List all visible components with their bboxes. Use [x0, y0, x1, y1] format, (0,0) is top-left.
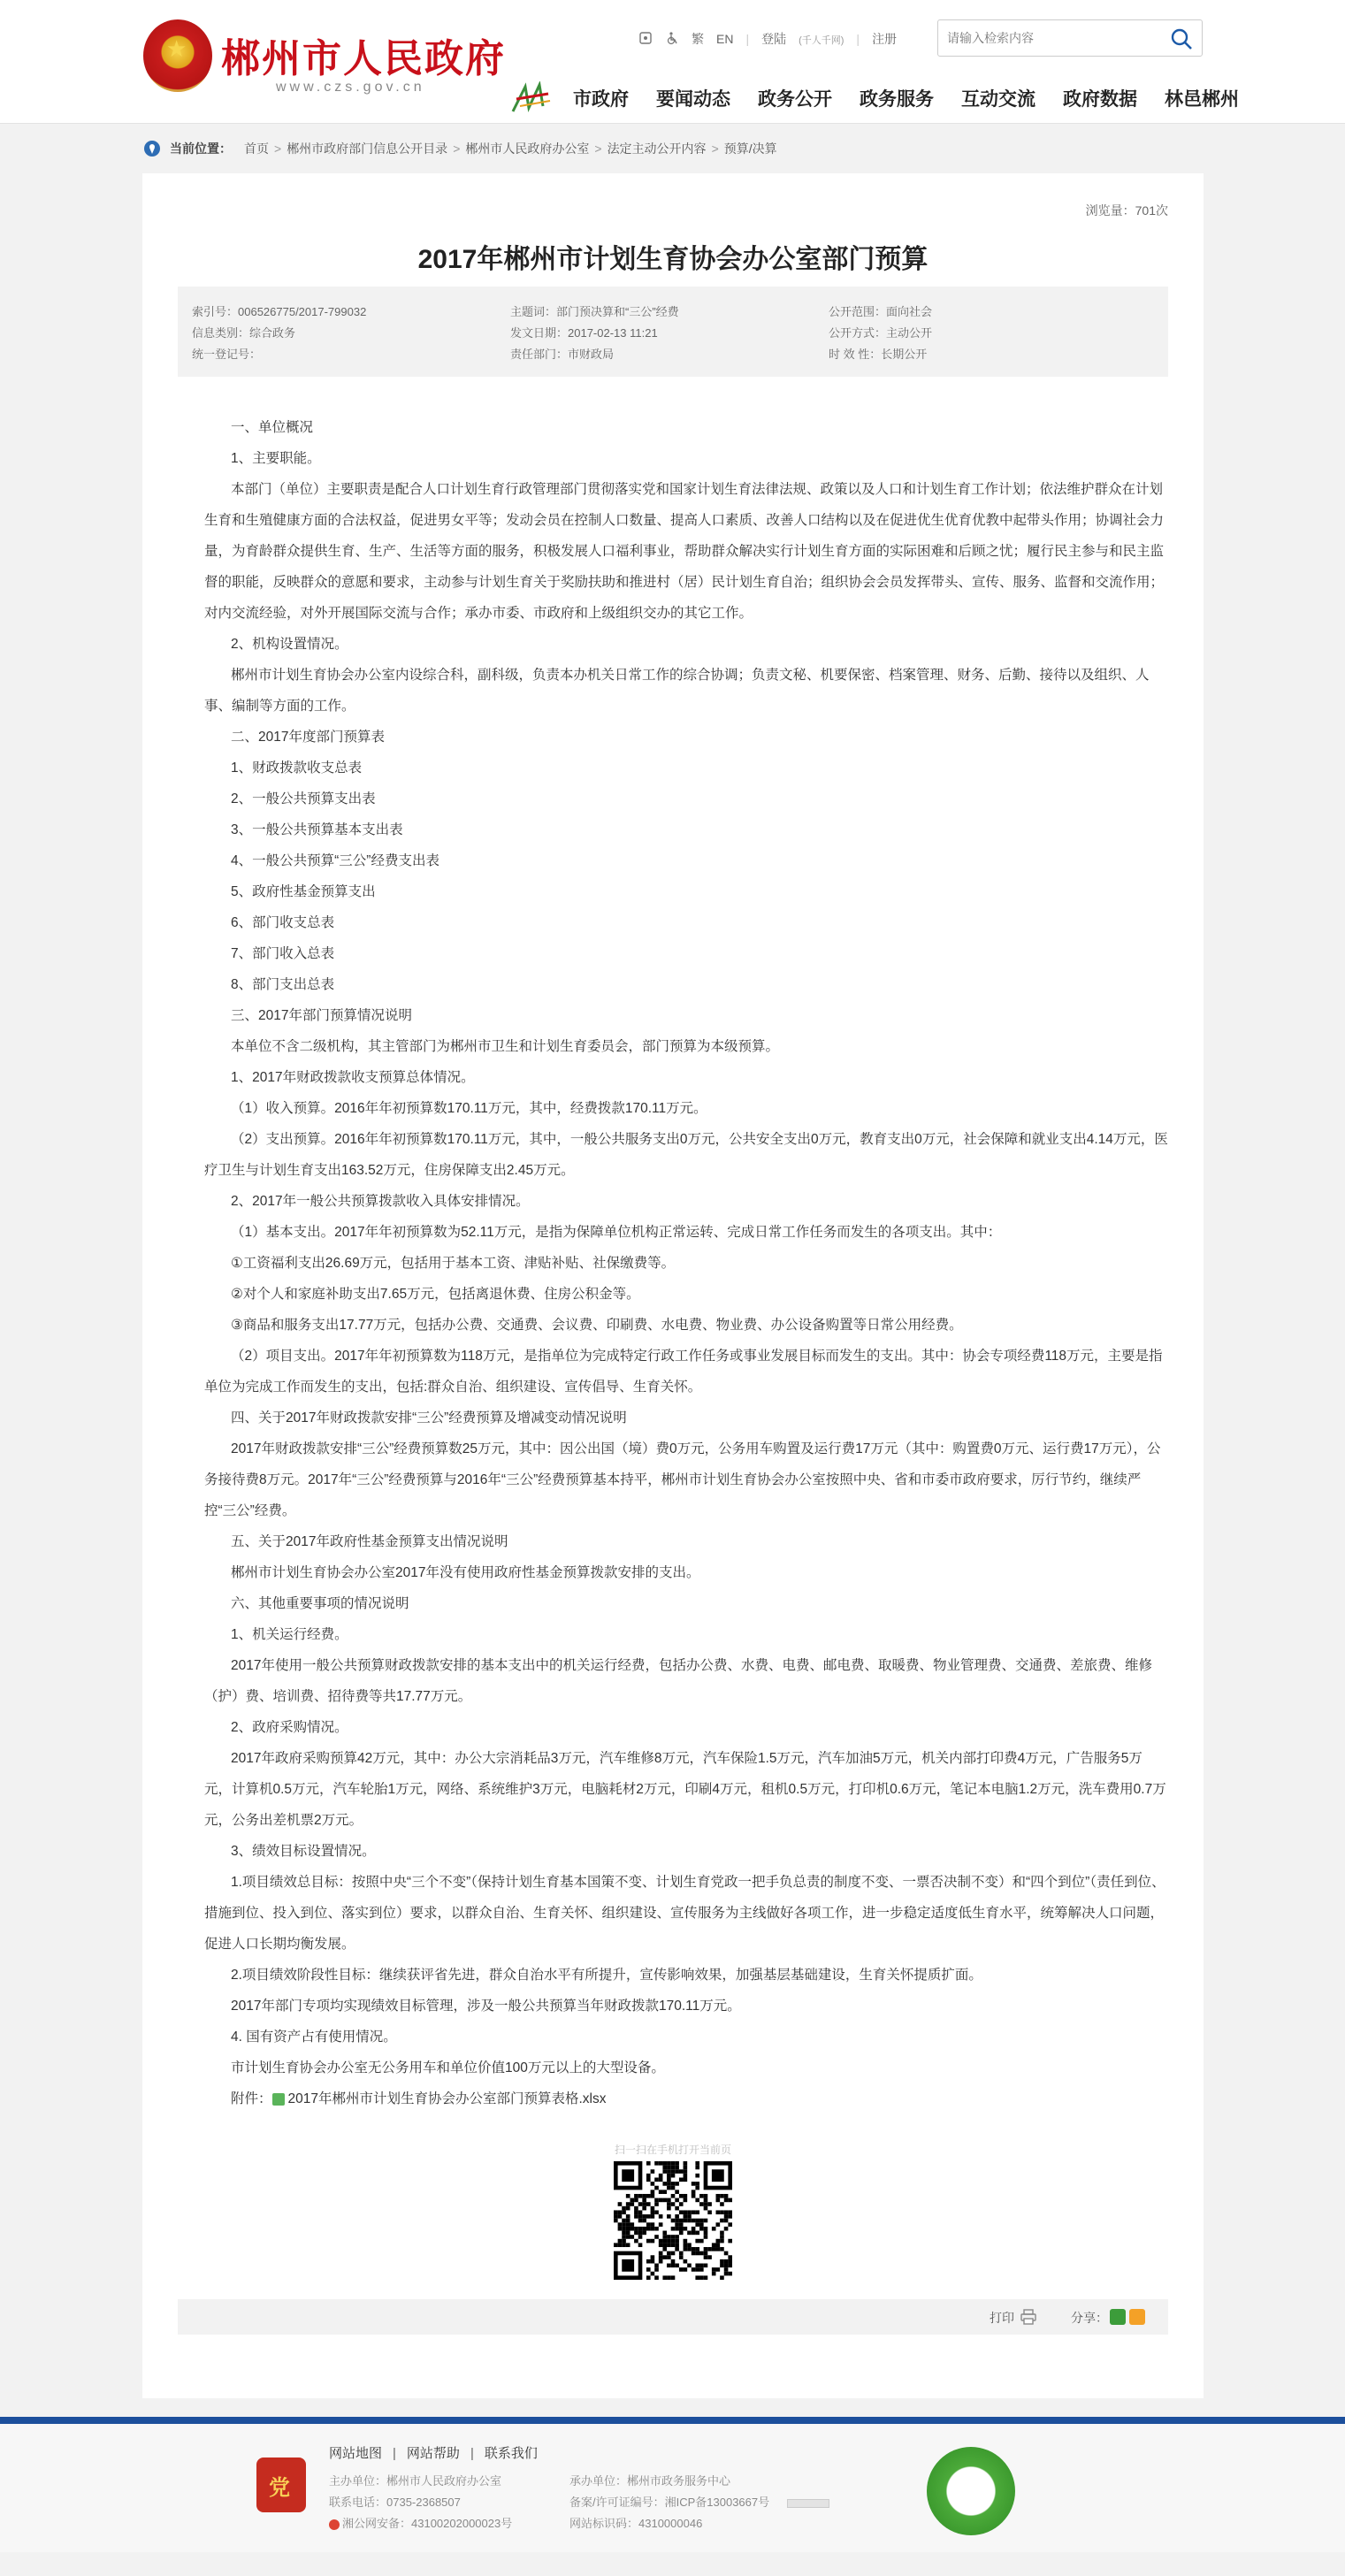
article-paragraph: 一、单位概况: [231, 420, 314, 435]
footer-organizer: 承办单位：郴州市政务服务中心: [569, 2474, 731, 2488]
footer-links: [329, 2443, 538, 2462]
article-paragraph: ①工资福利支出26.69万元，包括用于基本工资、津贴补贴、社保缴费等。: [231, 1256, 676, 1271]
article-paragraph: 本单位不含二级机构，其主管部门为郴州市卫生和计划生育委员会，部门预算为本级预算。: [231, 1039, 780, 1054]
article-paragraph: 三、2017年部门预算情况说明: [231, 1008, 412, 1023]
bottom-strip: [0, 2552, 1345, 2576]
footer-contact: 联系电话：0735-2368507: [329, 2496, 461, 2509]
article-paragraph: 1、机关运行经费。: [231, 1627, 348, 1642]
footer-police[interactable]: [329, 2514, 512, 2531]
meta-method: 公开方式：主动公开: [829, 326, 933, 340]
accessibility-icon[interactable]: [638, 31, 653, 48]
breadcrumb-separator: >: [453, 141, 461, 156]
meta-validity: 时 效 性：长期公开: [829, 348, 928, 361]
article-paragraph: 3、一般公共预算基本支出表: [231, 822, 403, 837]
article-paragraph: 2、一般公共预算支出表: [231, 791, 376, 806]
nav-item-gov-data[interactable]: 政府数据: [1063, 89, 1137, 110]
location-icon: [143, 140, 161, 157]
site-header: [0, 0, 1345, 124]
meta-unified-no: 统一登记号：: [192, 348, 262, 361]
login-label: 登陆: [761, 32, 787, 46]
national-emblem-icon[interactable]: [143, 19, 212, 92]
article-paragraph: 4. 国有资产占有使用情况。: [231, 2029, 397, 2045]
nav-item-city-government[interactable]: 市政府: [573, 89, 629, 110]
view-count: 浏览量：701次: [1085, 203, 1168, 218]
meta-index-no: 索引号：006526775/2017-799032: [192, 305, 367, 318]
meta-category: 信息类别：综合政务: [192, 326, 296, 340]
article-paragraph: （2）支出预算。2016年年初预算数170.11万元，其中，一般公共服务支出0万元，公共安全支出0万元，教育支出0万元，社会保障和就业支出4.14万元，医疗卫生与计划生育支出163.52万元，住房保障支出2.45万元。: [204, 1132, 1168, 1178]
article-paragraph: 市计划生育协会办公室无公务用车和单位价值100万元以上的大型设备。: [231, 2060, 665, 2075]
police-badge-icon: [329, 2519, 340, 2530]
article-paragraph: 2017年政府采购预算42万元，其中：办公大宗消耗品3万元，汽车维修8万元，汽车保险1.5万元，汽车加油5万元，机关内部打印费4万元，广告服务5万元，计算机0.5万元，汽车轮胎1万元，网络、系统维护3万元，电脑耗材2万元，印刷4万元，租机0.5万元，打印机0.6万元，笔记本电脑1.2万元，洗车费用0.7万元，公务出差机票2万元。: [204, 1751, 1166, 1828]
article-meta: [178, 287, 1168, 377]
article-container: [142, 173, 1204, 2398]
share-bar: [178, 2299, 1168, 2335]
article-paragraph: 6、部门收支总表: [231, 915, 335, 930]
footer-police-label: 湘公网安备：43100202000023号: [342, 2517, 513, 2530]
weibo-share-icon[interactable]: [1129, 2309, 1145, 2325]
search-icon[interactable]: [1170, 27, 1193, 50]
register-link[interactable]: 注册: [872, 32, 898, 46]
login-note: (千人千网): [799, 35, 844, 46]
breadcrumb: [143, 140, 777, 157]
meta-topic: 主题词：部门预决算和“三公”经费: [510, 305, 679, 318]
qr-code: [614, 2161, 732, 2280]
site-title[interactable]: 郴州市人民政府: [221, 36, 506, 81]
article-paragraph: 郴州市计划生育协会办公室内设综合科，副科级，负责本办机关日常工作的综合协调；负责文秘、机要保密、档案管理、财务、后勤、接待以及组织、人事、编制等方面的工作。: [204, 668, 1150, 714]
wheelchair-icon[interactable]: [665, 31, 679, 48]
nav-item-news[interactable]: 要闻动态: [656, 89, 730, 110]
article-paragraph: 2017年财政拨款安排“三公”经费预算数25万元，其中：因公出国（境）费0万元，公务用车购置及运行费17万元（其中：购置费0万元、运行费17万元），公务接待费8万元。2017年“三公”经费预算与2016年“三公”经费预算基本持平，郴州市计划生育协会办公室按照中央、省和市委市政府要求，厉行节约，继续严控“三公”经费。: [204, 1441, 1161, 1518]
footer-link-contact[interactable]: 联系我们: [484, 2446, 538, 2461]
meta-dept: 责任部门：市财政局: [510, 348, 615, 361]
gov-website-error-correction-icon[interactable]: [927, 2447, 1015, 2535]
printer-icon[interactable]: [1020, 2308, 1037, 2326]
divider: |: [856, 32, 860, 46]
site-footer: [0, 2424, 1345, 2552]
breadcrumb-item-office[interactable]: 郴州市人民政府办公室: [465, 141, 590, 156]
nav-item-gov-affairs-open[interactable]: 政务公开: [758, 89, 832, 110]
article-paragraph: 1.项目绩效总目标：按照中央“三个不变”（保持计划生育基本国策不变、计划生育党政一把手负总责的制度不变、一票否决制不变）和“四个到位”（责任到位、措施到位、投入到位、落实到位）要求，以群众自治、生育关怀、组织建设、宣传服务为主线做好各项工作，进一步稳定适度低生育水平，统筹解决人口问题，促进人口长期均衡发展。: [204, 1875, 1165, 1952]
article-paragraph: 1、财政拨款收支总表: [231, 761, 363, 776]
excel-file-icon: [272, 2093, 285, 2106]
attachment-link[interactable]: 2017年郴州市计划生育协会办公室部门预算表格.xlsx: [287, 2091, 607, 2106]
footer-divider: [0, 2417, 1345, 2424]
qr-label: 扫一扫在手机打开当前页: [614, 2144, 731, 2156]
article-paragraph: 2017年部门专项均实现绩效目标管理，涉及一般公共预算当年财政拨款170.11万元。: [231, 1999, 741, 2014]
nav-item-linyi-chenzhou[interactable]: 林邑郴州: [1165, 89, 1239, 110]
article-paragraph: ②对个人和家庭补助支出7.65万元，包括离退休费、住房公积金等。: [231, 1287, 640, 1302]
article-paragraph: 2017年使用一般公共预算财政拨款安排的基本支出中的机关运行经费，包括办公费、水费、电费、邮电费、取暖费、物业管理费、交通费、差旅费、维修（护）费、培训费、招待费等共17.77万元。: [204, 1658, 1152, 1704]
article-paragraph: 2、2017年一般公共预算拨款收入具体安排情况。: [231, 1194, 530, 1209]
english-link[interactable]: EN: [716, 32, 734, 46]
article-paragraph: ③商品和服务支出17.77万元，包括办公费、交通费、会议费、印刷费、水电费、物业费、办公设备购置等日常公用经费。: [231, 1318, 963, 1333]
icp-badge-icon: [787, 2499, 829, 2508]
article-paragraph: 四、关于2017年财政拨款安排“三公”经费预算及增减变动情况说明: [231, 1410, 627, 1426]
article-paragraph: （1）收入预算。2016年年初预算数170.11万元，其中，经费拨款170.11万元。: [231, 1101, 707, 1116]
search-input[interactable]: [947, 27, 1159, 49]
nav-item-gov-services[interactable]: 政务服务: [860, 89, 934, 110]
breadcrumb-separator: >: [594, 141, 602, 156]
footer-link-help[interactable]: 网站帮助: [406, 2446, 460, 2461]
breadcrumb-item-catalog[interactable]: 郴州市政府部门信息公开目录: [287, 141, 448, 156]
nav-decoration-icon: [509, 81, 554, 117]
article-paragraph: 5、政府性基金预算支出: [231, 884, 376, 899]
breadcrumb-item-public-content[interactable]: 法定主动公开内容: [607, 141, 707, 156]
article-paragraph: 2、政府采购情况。: [231, 1720, 348, 1735]
article-paragraph: （2）项目支出。2017年年初预算数为118万元，是指单位为完成特定行政工作任务或事业发展目标而发生的支出。其中：协会专项经费118万元，主要是指单位为完成工作而发生的支出，包括:群众自治、组织建设、宣传倡导、生育关怀。: [204, 1349, 1163, 1395]
breadcrumb-label: 当前位置：: [170, 141, 232, 156]
meta-scope: 公开范围：面向社会: [829, 305, 933, 318]
article-paragraph: 2.项目绩效阶段性目标：继续获评省先进，群众自治水平有所提升，宣传影响效果，加强基层基础建设，生育关怀提质扩面。: [231, 1968, 982, 1983]
site-url: www.czs.gov.cn: [276, 80, 425, 95]
footer-sponsor: 主办单位：郴州市人民政府办公室: [329, 2474, 502, 2488]
article-paragraph: 2、机构设置情况。: [231, 637, 348, 652]
article-paragraph: 1、主要职能。: [231, 451, 321, 466]
breadcrumb-item-home[interactable]: 首页: [244, 141, 269, 156]
article-paragraph: 4、一般公共预算“三公”经费支出表: [231, 853, 439, 868]
divider: |: [745, 32, 750, 46]
article-body: [204, 412, 1168, 2114]
breadcrumb-separator: >: [711, 141, 719, 156]
article-paragraph: 3、绩效目标设置情况。: [231, 1844, 376, 1859]
breadcrumb-item-budget[interactable]: 预算/决算: [723, 141, 777, 156]
share-label: 分享：: [1071, 2311, 1108, 2325]
article-paragraph: 1、2017年财政拨款收支预算总体情况。: [231, 1070, 475, 1085]
attachment-label: 附件：: [231, 2091, 272, 2106]
login-link[interactable]: [761, 30, 844, 48]
article-paragraph: 二、2017年度部门预算表: [231, 730, 385, 745]
footer-site-code: 网站标识码：4310000046: [569, 2517, 703, 2530]
meta-date: 发文日期：2017-02-13 11:21: [510, 326, 658, 340]
article-paragraph: 7、部门收入总表: [231, 946, 335, 961]
print-button[interactable]: 打印: [990, 2311, 1014, 2325]
article-title: 2017年郴州市计划生育协会办公室部门预算: [417, 245, 929, 274]
attachment: [204, 2083, 1168, 2114]
main-nav: [573, 85, 1239, 111]
nav-item-interaction[interactable]: 互动交流: [961, 89, 1035, 110]
footer-link-sitemap[interactable]: 网站地图: [329, 2446, 383, 2461]
article-paragraph: 五、关于2017年政府性基金预算支出情况说明: [231, 1534, 508, 1549]
traditional-chinese-link[interactable]: 繁: [692, 32, 704, 46]
article-paragraph: 郴州市计划生育协会办公室2017年没有使用政府性基金预算拨款安排的支出。: [231, 1565, 700, 1580]
party-gov-badge-icon[interactable]: [256, 2458, 306, 2512]
article-paragraph: 六、其他重要事项的情况说明: [231, 1596, 409, 1611]
top-links: [638, 30, 909, 48]
article-paragraph: 本部门（单位）主要职责是配合人口计划生育行政管理部门贯彻落实党和国家计划生育法律法规、政策以及人口和计划生育工作计划；依法维护群众在计划生育和生殖健康方面的合法权益，促进男女平等；发动会员在控制人口数量、提高人口素质、改善人口结构以及在促进优生优育优教中起带头作用；协调社会力量，为育龄群众提供生育、生产、生活等方面的服务，积极发展人口福利事业，帮助群众解决实行计划生育方面的实际困难和后顾之忧；履行民主参与和民主监督的职能，反映群众的意愿和要求，主动参与计划生育关于奖励扶助和推进村（居）民计划生育自治；组织协会会员发挥带头、宣传、服务、监督和交流作用；对内交流经验，对外开展国际交流与合作；承办市委、市政府和上级组织交办的其它工作。: [204, 482, 1165, 621]
divider: |: [470, 2446, 474, 2461]
article-paragraph: （1）基本支出。2017年年初预算数为52.11万元，是指为保障单位机构正常运转、完成日常工作任务而发生的各项支出。其中：: [231, 1225, 1002, 1240]
footer-icp-label: 备案/许可证编号：湘ICP备13003667号: [569, 2496, 770, 2509]
wechat-share-icon[interactable]: [1110, 2309, 1126, 2325]
footer-icp[interactable]: [569, 2493, 829, 2510]
divider: |: [393, 2446, 396, 2461]
search-box: [937, 19, 1203, 57]
breadcrumb-separator: >: [274, 141, 282, 156]
article-paragraph: 8、部门支出总表: [231, 977, 335, 992]
